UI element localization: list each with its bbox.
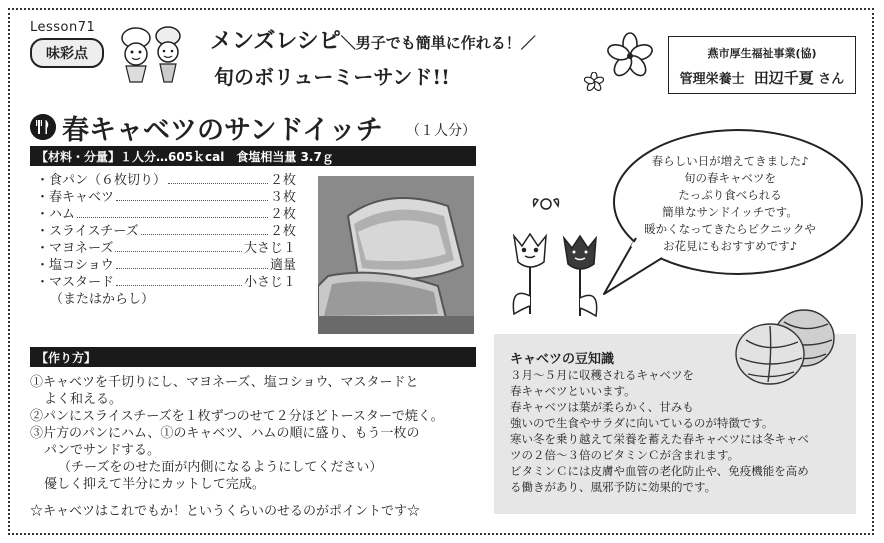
- step-text: ②パンにスライスチーズを１枚ずつのせて２分ほどトースターで焼く。: [30, 409, 444, 424]
- info-line: 春キャベツといいます。: [510, 384, 636, 398]
- ingredient-name: ・塩コショウ: [36, 258, 114, 273]
- ingredient-name: ・ハム: [36, 207, 76, 222]
- ingredient-name: ・春キャベツ: [36, 190, 115, 205]
- ingredient-name: ・スライスチーズ: [36, 224, 139, 239]
- ingredient-amount: ２枚: [269, 224, 296, 239]
- list-item: [36, 206, 296, 223]
- info-line: 寒い冬を乗り越えて栄養を蓄えた春キャベツには冬キャベ: [510, 432, 809, 446]
- tulip-illustration: [500, 196, 612, 324]
- author-role: 管理栄養士: [679, 72, 745, 87]
- bubble-line: 簡単なサンドイッチです。: [662, 205, 798, 219]
- list-item: [36, 189, 296, 206]
- step-text: ①キャベツを千切りにし、マヨネーズ、塩コショウ、マスタードと: [30, 375, 419, 390]
- sakura-flower-small-icon: [584, 72, 604, 92]
- info-line: ３月～５月に収穫されるキャベツを: [510, 368, 694, 382]
- ingredient-name: ・食パン（６枚切り）: [36, 173, 167, 188]
- ingredient-name: ・マスタード: [36, 275, 115, 290]
- list-item: [36, 223, 296, 240]
- list-item: [36, 257, 296, 274]
- bubble-line: 春らしい日が増えてきました♪: [651, 154, 809, 168]
- materials-bar: 【材料・分量】１人分…605ｋcal 食塩相当量 3.7ｇ: [30, 146, 476, 166]
- info-line: る働きがあり、風邪予防に効果的です。: [510, 480, 717, 494]
- list-item: [36, 274, 296, 291]
- author-organization: 燕市厚生福祉事業(協): [707, 47, 817, 60]
- chef-mascot-illustration: [112, 22, 190, 86]
- info-text: [510, 367, 850, 495]
- author-box: [668, 36, 856, 94]
- bubble-line: 暖かくなってきたらピクニックや: [644, 222, 816, 236]
- ingredient-amount: 適量: [269, 258, 296, 273]
- serving-size: （１人分）: [406, 123, 476, 139]
- info-line: 強いので生食やサラダに向いているのが特徴です。: [510, 416, 774, 430]
- author-name: 田辺千夏: [753, 69, 814, 87]
- list-item: [36, 172, 296, 189]
- info-line: ツの２倍～３倍のビタミンＣが含まれます。: [510, 448, 740, 462]
- ingredient-amount: 小さじ１: [243, 275, 296, 290]
- bubble-text: [610, 153, 850, 255]
- step-text: ③片方のパンにハム、①のキャベツ、ハムの順に盛り、もう一枚の: [30, 426, 420, 441]
- author-line: [669, 67, 855, 88]
- list-item: [36, 240, 296, 257]
- author-honorific: さん: [818, 72, 845, 87]
- info-title: キャベツの豆知識: [510, 352, 615, 367]
- ingredient-amount: ３枚: [269, 190, 296, 205]
- step-text: 優しく抑えて半分にカットして完成。: [44, 477, 265, 492]
- ingredient-amount: 大さじ１: [243, 241, 296, 256]
- sandwich-photo: [318, 176, 474, 334]
- info-line: 春キャベツは葉が柔らかく、甘みも: [510, 400, 694, 414]
- step-text: （チーズをのせた面が内側になるようにしてください）: [58, 460, 383, 475]
- series-logo: 味彩点: [30, 38, 104, 68]
- point-note: ☆キャベツはこれでもか！というくらいのせるのがポイントです☆: [30, 504, 421, 519]
- step-text: よく和える。: [44, 392, 123, 407]
- steps-bar: 【作り方】: [30, 347, 476, 367]
- bubble-line: 旬の春キャベツを: [684, 171, 776, 185]
- ingredient-amount: ２枚: [269, 173, 296, 188]
- info-line: ビタミンＣには皮膚や血管の老化防止や、免疫機能を高め: [510, 464, 809, 478]
- ingredient-list: [36, 172, 296, 308]
- ingredient-amount: ２枚: [269, 207, 296, 222]
- step-text: パンでサンドする。: [44, 443, 160, 458]
- series-title: メンズレシピ: [210, 28, 341, 54]
- lesson-number: Lesson71: [30, 20, 96, 35]
- theme-title: 旬のボリューミーサンド!!: [214, 65, 450, 89]
- ingredient-name: ・マヨネーズ: [36, 241, 114, 256]
- bubble-line: たっぷり食べられる: [678, 188, 782, 202]
- ingredient-note: （またはからし）: [50, 292, 155, 307]
- bubble-line: お花見にもおすすめです♪: [663, 239, 797, 253]
- fork-knife-icon: [30, 114, 56, 140]
- sakura-flower-icon: [606, 32, 654, 80]
- steps-list: [30, 374, 482, 493]
- recipe-title: 春キャベツのサンドイッチ: [62, 115, 383, 146]
- header-title: [210, 24, 536, 90]
- series-subtitle: ＼男子でも簡単に作れる！／: [340, 34, 536, 52]
